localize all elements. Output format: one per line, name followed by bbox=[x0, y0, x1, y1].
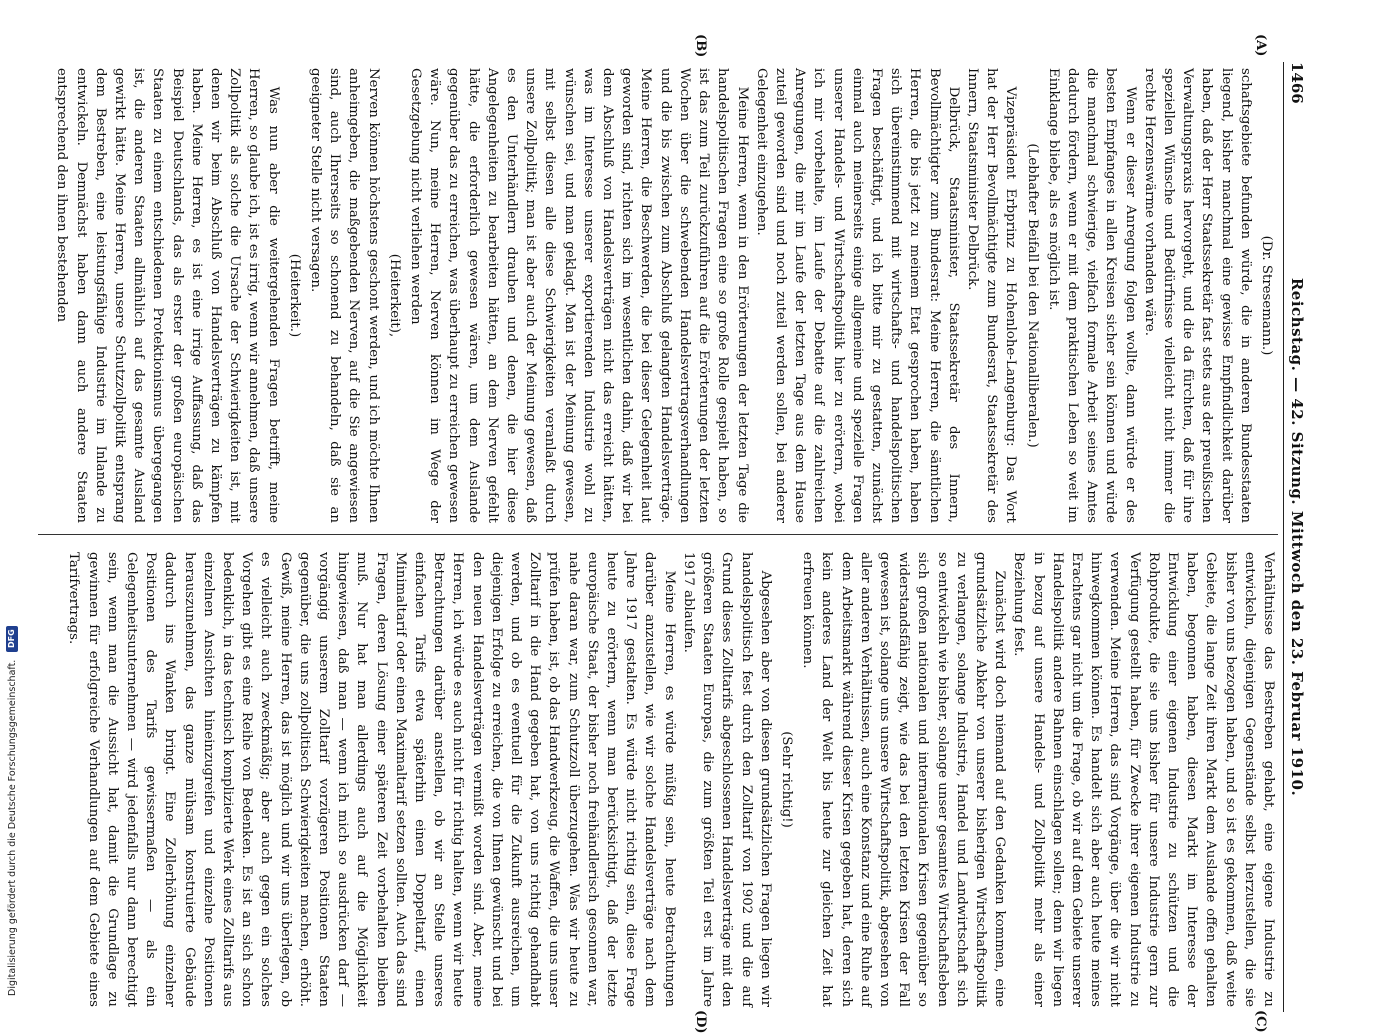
side-note-text: Digitalisierung gefördert durch die Deutsche Forschungsgemeinschaft. bbox=[6, 659, 18, 996]
margin-marker-c: (C) bbox=[1253, 1010, 1268, 1033]
digitization-note bbox=[4, 6, 20, 996]
page-number: 1466 bbox=[1288, 62, 1306, 104]
paragraph: schaftsgebiete befunden würde, die in anderen Bundesstaaten liegend, bisher manchmal eine gewisse Empfindlichkeit darüber haben, daß der Herr Staatssekretär fast stets aus der preußischen Verwaltungspraxis hervorgeht, und die da fürchten, daß für ihre speziellen Wünsche und Bedürfnisse vielleicht nicht immer die rechte Herzenswärme vorhanden wäre. bbox=[1141, 68, 1253, 523]
interjection: (Heiterkeit.) bbox=[286, 253, 302, 338]
paragraph: Was nun aber die weitergehenden Fragen betrifft, meine Herren, so glaube ich, ist es irrig, wenn wir annehmen, daß unsere Zollpolitik als solche die Ursache der Schwierigkeiten ist, mit denen wir beim Abschluß von Handelsverträgen zu kämpfen haben. Meine Herren, es ist eine irrige Auffassung, daß das Beispiel Deutschlands, das als erster der großen europäischen Staaten zu einem entschiedenen Protektionismus übergegangen ist, die anderen Staaten allmählich auf das gesamte Ausland gewirkt hätte. Meine Herren, unsere Schutzzollpolitik entsprang dem Bestreben, eine leistungsfähige Industrie im Inlande zu entwickeln. Demnächst haben dann auch andere Staaten entsprechend den ihnen bestehenden bbox=[54, 68, 281, 523]
interjection: (Sehr richtig!) bbox=[778, 731, 794, 828]
page-header bbox=[1284, 62, 1308, 1012]
dfg-logo-icon: DFG bbox=[6, 626, 18, 652]
margin-marker-a: (A) bbox=[1253, 34, 1268, 57]
header-rule bbox=[1283, 62, 1284, 1012]
president-remark: Vizepräsident Erbprinz zu Hohenlohe-Langenburg: Das Wort hat der Herr Bevollmächtigte zum Bundesrat, Staatssekretär des Innern, Staatsminister Delbrück. bbox=[964, 68, 1019, 523]
margin-marker-d: (D) bbox=[693, 1010, 708, 1034]
paragraph: Nerven können höchstens geschont werden, und ich möchte Ihnen anheimgeben, die maßgebenden Nerven, auf die Sie angewiesen sind, auch Ihrerseits so schonend zu behandeln, daß sie an geeigneter Stelle nicht versagen. bbox=[308, 68, 381, 523]
column-divider bbox=[38, 534, 1278, 535]
paragraph: Verhältnisse das Bestreben gehabt, eine eigene Industrie zu entwickeln, diejenigen Gegenstände selbst herzustellen, die sie bisher von uns bezogen haben, und so ist es gekommen, daß weite Gebiete, die lange Zeit ihren Markt dem Auslande offen gehalten haben, begonnen haben, diesen Markt im Interesse der Entwicklung einer eigenen Industrie zu schützen und die Rohprodukte, die sie uns bisher für unsere Industrie gern zur Verfügung gestellt haben, für Zwecke ihrer eigenen Industrie zu verwenden. Meine Herren, das sind Vorgänge, über die wir nicht hinwegkommen können. Es handelt sich aber auch heute meines Erachtens gar nicht um die Frage, ob wir auf dem Gebiete unserer Handelspolitik andere Bahnen einschlagen sollen; denn wir liegen in bezug auf unsere Handels- und Zollpolitik mehr als einer Beziehung fest. bbox=[1011, 552, 1276, 1007]
paragraph: Meine Herren, es würde müßig sein, heute Betrachtungen darüber anzustellen, wie wir solche Handelsverträge nach dem Jahre 1917 gestalten. Es würde nicht richtig sein, diese Frage heute zu erörtern, wenn man berücksichtigt, daß der letzte europäische Staat, der bisher noch freihändlerisch gesonnen war, nahe daran war, zum Schutzzoll überzugehen. Was wir heute zu prüfen haben, ist, ob das Handwerkzeug, die Waffen, die uns unser Zolltarif in die Hand gegeben hat, von uns richtig gehandhabt werden, und ob es eventuell für die Zukunft ausreichen, um diejenigen Erfolge zu erreichen, die von Ihnen gewünscht und bei den neuen Handelsverträgen vermißt worden sind. Aber, meine Herren, ich würde es auch nicht für richtig halten, wenn wir heute Betrachtungen darüber anstellen, ob wir an Stelle unseres einfachen Tarifs etwa späterhin einen Doppeltarif, einen Minimaltarif oder einen Maximaltarif setzen sollten. Auch das sind Fragen, deren Lösung einer späteren Zeit vorbehalten bleiben muß. Nur hat man allerdings auch auf die Möglichkeit hingewiesen, daß man — wenn ich mich so ausdrücken darf — vorgängig unserem Zolltarif vorzügeren Positionen Staaten gegenüber, die uns zollpolitisch Schwierigkeiten machen, erhöht. Gewiß, meine Herren, das ist möglich und wir uns überlegen, ob es vielleicht auch zweckmäßig; aber auch gegen ein solches Vorgehen gibt es eine Reihe von Bedenken. Es ist an sich schon bedenklich, in das technisch komplizierte Werk eines Zolltarifs aus einzelnen Ansichten hineinzugreifen und einzelne Positionen herauszunehmen, das ganze mühsam konstruierte Gebäude dadurch ins Wanken bringt. Eine Zollerhöhung einzelner Positionen des Tarifs gewissermaßen — als ein Gelegenheitsunternehmen — wird jedenfalls nur dann berechtigt sein, wenn man die Aussicht hat, damit die Grundlage zu gewinnen für erfolgreiche Verhandlungen auf dem Gebiete eines Tarifvertrags. bbox=[66, 552, 677, 1007]
speaker-reference: (Dr. Stresemann.) bbox=[1259, 235, 1274, 356]
margin-marker-b: (B) bbox=[693, 34, 708, 58]
right-column bbox=[64, 552, 1278, 1007]
paragraph: Abgesehen aber von diesen grundsätzlichen Fragen liegen wir handelspolitisch fest durch den Zolltarif von 1902 und die auf Grund dieses Zolltarifs abgeschlossenen Handelsverträge mit den größeren Staaten Europas, die zum größten Teil erst im Jahre 1917 ablaufen. bbox=[680, 552, 773, 1007]
applause-note: (Lebhafter Beifall bei den Nationalliberalen.) bbox=[1024, 143, 1040, 448]
speaker-intro: Delbrück, Staatsminister, Staatssekretär des Innern, Bevollmächtigter zum Bundesrat: Meine Herren, die sämtlichen Herren, die bis jetzt zu meinem Etat gesprochen haben, haben sich übereinstimmend mit wirtschafts- und handelspolitischen Fragen beschäftigt, und ich bitte mir zu gestatten, zunächst einmal auch meinerseits einige allgemeine und spezielle Fragen unserer Handels- und Wirtschaftspolitik hier zu erörtern, wobei ich mir vorbehalte, im Laufe der Debatte auf die zahlreichen Anregungen, die mir im Laufe der letzten Tage aus dem Hause zuteil geworden sind und noch zuteil werden sollen, bei anderer Gelegenheit einzugehen. bbox=[753, 68, 961, 523]
page-title: Reichstag. — 42. Sitzung. Mittwoch den 23. Februar 1910. bbox=[1288, 277, 1306, 797]
paragraph: Wenn er dieser Anregung folgen wollte, dann würde er des besten Empfanges in allen Kreisen sicher sein können und würde die manchmal schwierige, vielfach formale Arbeit seines Amtes dadurch fördern, wenn er mit dem praktischen Leben so weit im Einklange bliebe, als es möglich ist. bbox=[1045, 68, 1138, 523]
paragraph: Meine Herren, wenn in den Erörterungen der letzten Tage die handelspolitischen Fragen eine so große Rolle gespielt haben, so ist das zum Teil zurückzuführen auf die Erörterungen der letzten Wochen über die schwebenden Handelsvertragsverhandlungen und die bis zwischen zum Abschluß gelangten Handelsverträge. Meine Herren, die Beschwerden, die bei dieser Gelegenheit laut geworden sind, richten sich im wesentlichen dahin, daß wir bei dem Abschluß von Handelsverträgen nicht das erreicht hätten, was im Interesse unserer exportierenden Industrie wohl zu wünschen sei, und man geklagt. Man ist der Meinung gewesen, mit selbst diesen alle diese Schwierigkeiten veranlaßt durch unsere Zollpolitik; man ist aber auch der Meinung gewesen, daß es den Unterhändlern drauben und denen, die hier diese Angelegenheiten zu bearbeiten hätten, an dem Nerven gefehlt hätte, die erforderlich gewesen wären, um dem Auslande gegenüber das zu erreichen, was überhaupt zu erreichen gewesen wäre. Nun, meine Herren, Nerven können im Wege der Gesetzgebung nicht verliehen werden bbox=[408, 68, 750, 523]
paragraph: Zunächst wird doch niemand auf den Gedanken kommen, eine grundsätzliche Abkehr von unserer bisherigen Wirtschaftspolitik zu verlangen, solange Industrie, Handel und Landwirtschaft sich so entwickeln wie bisher, solange unser gesamtes Wirtschaftsleben sich großen nationalen und internationalen Krisen gegenüber so widerstandsfähig zeigt, wie das bei den letzten Krisen der Fall gewesen ist, solange uns unsere Wirtschaftspolitik, abgesehen von aller anderen Verhältnissen, auch eine Konstanz und eine Ruhe auf dem Arbeitsmarkt während dieser Krisen gegeben hat, deren sich kein anderes Land der Welt bis heute zur gleichen Zeit hat erfreuen können. bbox=[800, 552, 1008, 1007]
rotated-document-page bbox=[38, 34, 1308, 1034]
interjection: (Heiterkeit), bbox=[386, 253, 402, 338]
left-column bbox=[52, 68, 1278, 523]
